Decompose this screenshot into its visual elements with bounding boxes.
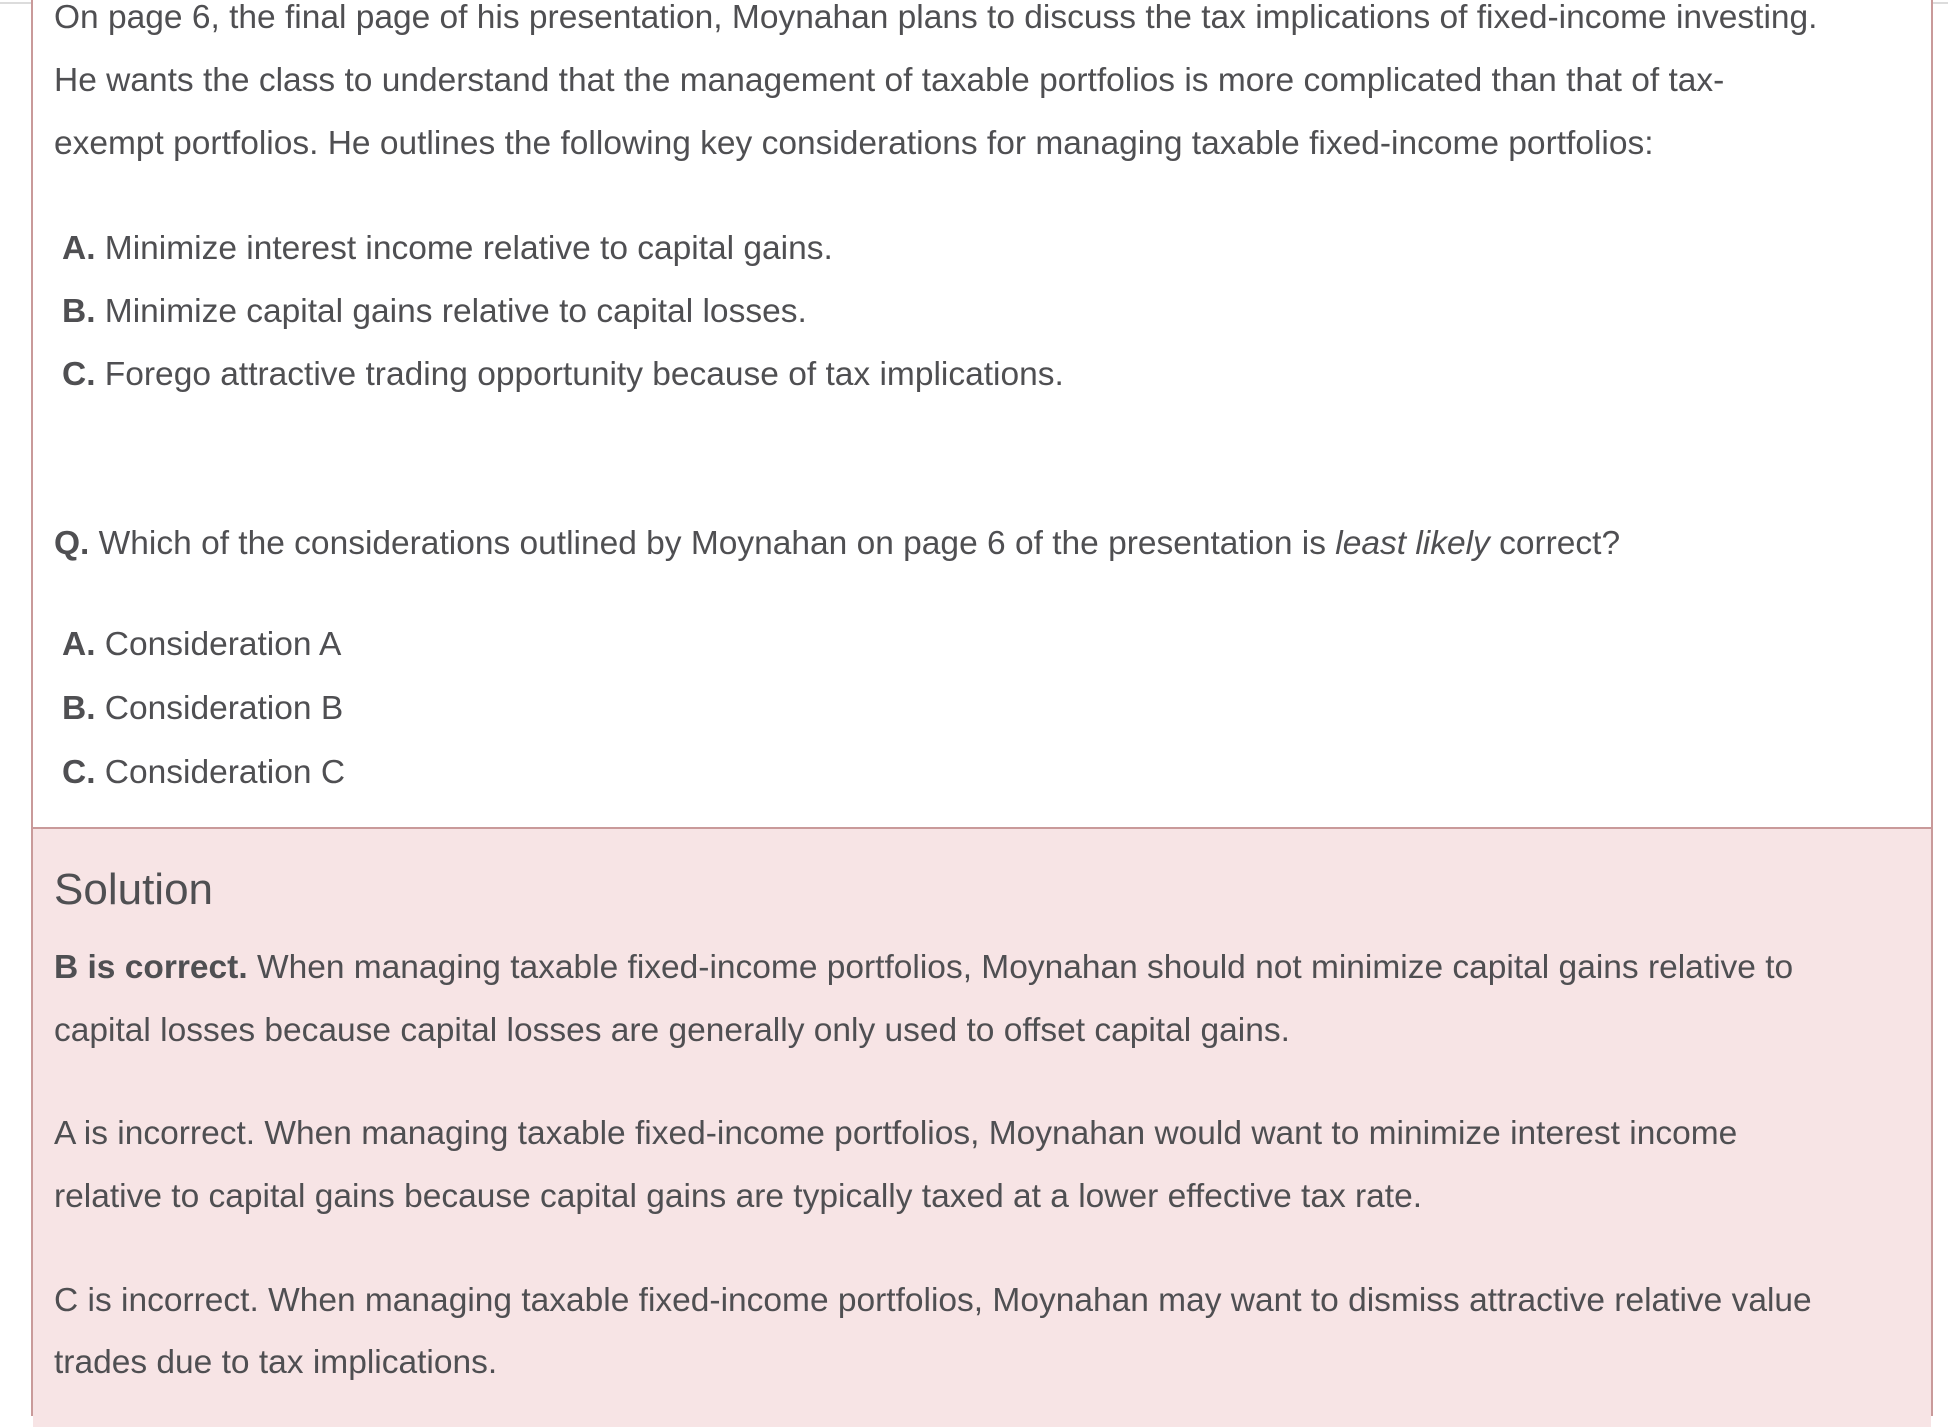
- answer-text: Consideration B: [95, 690, 344, 727]
- solution-incorrect-c-line: trades due to tax implications.: [54, 1344, 498, 1381]
- question-text-end: correct?: [1489, 525, 1621, 562]
- answer-option-a[interactable]: [62, 625, 341, 665]
- answer-text: Consideration A: [95, 626, 342, 663]
- solution-section: [33, 827, 1931, 1427]
- consideration-letter: C.: [62, 356, 96, 393]
- solution-incorrect-a-line: A is incorrect. When managing taxable fixed-income portfolios, Moynahan would want to minimize interest income: [54, 1115, 1738, 1152]
- consideration-item: [62, 229, 833, 269]
- answer-letter: B.: [62, 690, 96, 727]
- question-emphasis: least likely: [1335, 525, 1490, 562]
- intro-line: He wants the class to understand that the management of taxable portfolios is more complicated than that of tax-: [54, 62, 1725, 99]
- question-stem: [54, 524, 1620, 564]
- answer-option-b[interactable]: [62, 689, 343, 729]
- consideration-item: [62, 292, 807, 332]
- solution-correct-line: [54, 948, 1793, 988]
- correct-text: When managing taxable fixed-income portfolios, Moynahan should not minimize capital gains relative to: [247, 949, 1794, 986]
- solution-correct-line: capital losses because capital losses are generally only used to offset capital gains.: [54, 1012, 1290, 1049]
- intro-line: exempt portfolios. He outlines the following key considerations for managing taxable fixed-income portfolios:: [54, 125, 1654, 162]
- solution-incorrect-a-line: relative to capital gains because capital gains are typically taxed at a lower effective tax rate.: [54, 1178, 1423, 1215]
- consideration-text: Forego attractive trading opportunity because of tax implications.: [95, 356, 1064, 393]
- consideration-text: Minimize interest income relative to capital gains.: [95, 230, 833, 267]
- solution-title: Solution: [54, 865, 214, 914]
- intro-line: On page 6, the final page of his presentation, Moynahan plans to discuss the tax implications of fixed-income investing.: [54, 0, 1818, 36]
- question-text: Which of the considerations outlined by Moynahan on page 6 of the presentation is: [89, 525, 1336, 562]
- correct-label: B is correct.: [54, 949, 248, 986]
- answer-letter: C.: [62, 754, 96, 791]
- consideration-letter: B.: [62, 293, 96, 330]
- consideration-letter: A.: [62, 230, 96, 267]
- answer-option-c[interactable]: [62, 753, 345, 793]
- consideration-item: [62, 355, 1064, 395]
- answer-text: Consideration C: [95, 754, 346, 791]
- question-section: [33, 0, 1931, 828]
- solution-incorrect-c-line: C is incorrect. When managing taxable fixed-income portfolios, Moynahan may want to dismiss attractive relative value: [54, 1282, 1812, 1319]
- question-card: [31, 0, 1933, 1416]
- consideration-text: Minimize capital gains relative to capital losses.: [95, 293, 807, 330]
- question-label: Q.: [54, 525, 90, 562]
- answer-letter: A.: [62, 626, 96, 663]
